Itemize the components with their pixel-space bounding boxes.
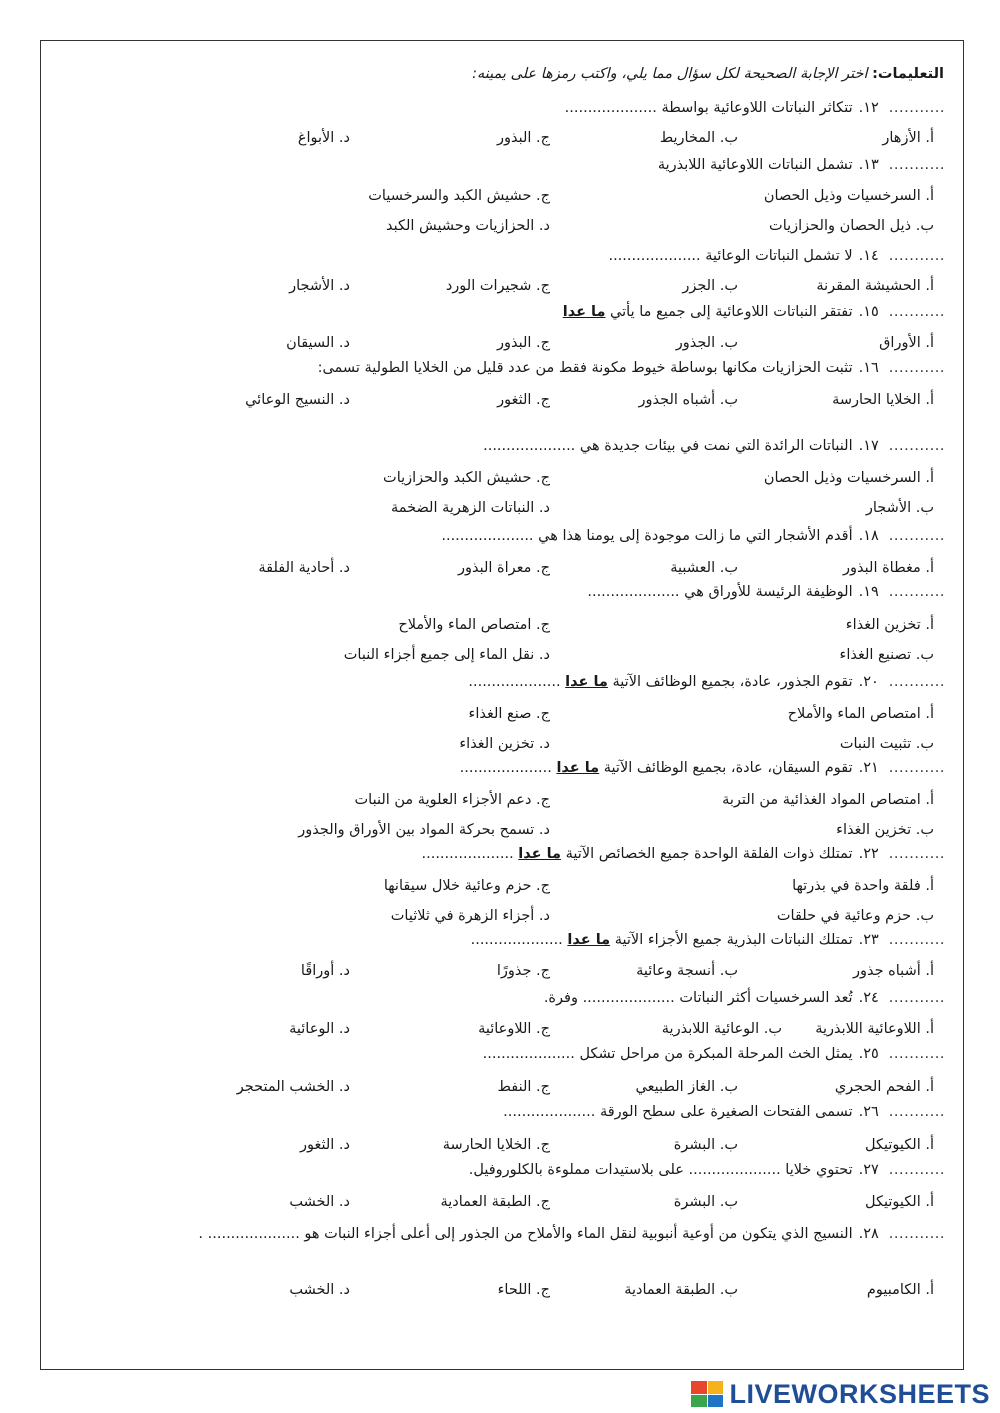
option-23-a[interactable]: أ. أشباه جذور <box>852 963 934 979</box>
option-28-b[interactable]: ب. الطبقة العمادية <box>624 1282 738 1298</box>
question-16 <box>65 360 945 376</box>
question-number: ١٩. <box>858 584 879 600</box>
question-text: أقدم الأشجار التي ما زالت موجودة إلى يومنا هذا هي <box>533 528 853 544</box>
question-26 <box>65 1104 945 1120</box>
instructions-text: اختر الإجابة الصحيحة لكل سؤال مما يلي، واكتب رمزها على يمينه: <box>472 66 868 82</box>
question-number: ١٤. <box>858 248 879 264</box>
option-12-d[interactable]: د. الأبواغ <box>297 130 350 146</box>
brand-name: LIVEWORKSHEETS <box>729 1378 990 1409</box>
answer-blank[interactable]: ........... <box>888 760 945 776</box>
option-15-c[interactable]: ج. البذور <box>496 335 550 351</box>
option-22-c[interactable]: ج. حزم وعائية خلال سيقانها <box>383 878 550 894</box>
option-27-b[interactable]: ب. البشرة <box>673 1194 738 1210</box>
question-text: تمتلك ذوات الفلقة الواحدة جميع الخصائص الآتية <box>561 846 853 862</box>
option-23-d[interactable]: د. أوراقًا <box>300 963 350 979</box>
answer-blank[interactable]: ........... <box>888 1162 945 1178</box>
question-text: الوظيفة الرئيسة للأوراق هي <box>679 584 853 600</box>
question-15 <box>65 304 945 320</box>
question-13 <box>65 157 945 173</box>
answer-blank[interactable]: ........... <box>888 438 945 454</box>
option-16-c[interactable]: ج. الثغور <box>497 392 550 408</box>
footer-brand <box>691 1375 990 1413</box>
option-19-b[interactable]: ب. تصنيع الغذاء <box>839 647 934 663</box>
option-13-a[interactable]: أ. السرخسيات وذيل الحصان <box>763 188 934 204</box>
option-22-d[interactable]: د. أجزاء الزهرة في ثلاثيات <box>390 908 550 924</box>
fill-blank[interactable]: .................... <box>207 1226 300 1242</box>
option-16-a[interactable]: أ. الخلايا الحارسة <box>832 392 934 408</box>
option-28-c[interactable]: ج. اللحاء <box>497 1282 550 1298</box>
option-12-a[interactable]: أ. الأزهار <box>882 130 934 146</box>
option-27-c[interactable]: ج. الطبقة العمادية <box>440 1194 550 1210</box>
question-text: تثبت الحزازيات مكانها بوساطة خيوط مكونة فقط من عدد قليل من الخلايا الطولية تسمى: <box>317 360 853 376</box>
option-15-a[interactable]: أ. الأوراق <box>879 335 934 351</box>
option-25-b[interactable]: ب. الغاز الطبيعي <box>635 1079 738 1095</box>
option-27-a[interactable]: أ. الكيوتيكل <box>865 1194 934 1210</box>
option-20-a[interactable]: أ. امتصاص الماء والأملاح <box>787 706 934 722</box>
question-12 <box>65 100 945 116</box>
option-28-a[interactable]: أ. الكامبيوم <box>866 1282 934 1298</box>
option-23-b[interactable]: ب. أنسجة وعائية <box>636 963 738 979</box>
option-24-b[interactable]: ب. الوعائية اللابذرية <box>661 1021 782 1037</box>
question-number: ٢١. <box>858 760 879 776</box>
liveworksheets-logo-icon <box>691 1381 723 1407</box>
answer-blank[interactable]: ........... <box>888 528 945 544</box>
question-text: النسيج الذي يتكون من أوعية أنبوبية لنقل الماء والأملاح من الجذور إلى أعلى أجزاء النبات هو <box>299 1226 853 1242</box>
option-24-c[interactable]: ج. اللاوعائية <box>478 1021 550 1037</box>
answer-blank[interactable]: ........... <box>888 674 945 690</box>
option-20-b[interactable]: ب. تثبيت النبات <box>839 736 934 752</box>
emphasis-except: ما عدا <box>562 304 606 320</box>
option-18-b[interactable]: ب. العشبية <box>670 560 738 576</box>
fill-blank[interactable]: .................... <box>483 438 576 454</box>
fill-blank[interactable]: .................... <box>582 990 675 1006</box>
emphasis-except: ما عدا <box>565 674 608 690</box>
option-14-c[interactable]: ج. شجيرات الورد <box>445 278 550 294</box>
option-20-d[interactable]: د. تخزين الغذاء <box>459 736 550 752</box>
option-21-b[interactable]: ب. تخزين الغذاء <box>836 822 934 838</box>
question-27 <box>65 1162 945 1178</box>
question-number: ١٢. <box>858 100 879 116</box>
question-number: ٢٧. <box>858 1162 879 1178</box>
question-22 <box>65 846 945 862</box>
option-18-c[interactable]: ج. معراة البذور <box>457 560 550 576</box>
option-21-d[interactable]: د. تسمح بحركة المواد بين الأوراق والجذور <box>298 822 550 838</box>
option-18-a[interactable]: أ. مغطاة البذور <box>843 560 934 576</box>
question-18 <box>65 528 945 544</box>
fill-blank[interactable]: .................... <box>482 1046 575 1062</box>
option-14-b[interactable]: ب. الجزر <box>682 278 738 294</box>
question-19 <box>65 584 945 600</box>
fill-blank[interactable]: .................... <box>470 932 563 948</box>
option-19-a[interactable]: أ. تخزين الغذاء <box>845 617 934 633</box>
answer-blank[interactable]: ........... <box>888 846 945 862</box>
emphasis-except: ما عدا <box>556 760 600 776</box>
answer-blank[interactable]: ........... <box>888 1046 945 1062</box>
option-12-b[interactable]: ب. المخاريط <box>659 130 738 146</box>
question-text: يمثل الخث المرحلة المبكرة من مراحل تشكل <box>574 1046 853 1062</box>
option-13-c[interactable]: ج. حشيش الكبد والسرخسيات <box>368 188 550 204</box>
question-text: تُعد السرخسيات أكثر النباتات <box>674 990 853 1006</box>
question-text: تحتوي خلايا <box>780 1162 853 1178</box>
option-15-d[interactable]: د. السيقان <box>286 335 350 351</box>
option-26-d[interactable]: د. الثغور <box>300 1137 350 1153</box>
option-15-b[interactable]: ب. الجذور <box>675 335 738 351</box>
question-text-end: على بلاستيدات مملوءة بالكلوروفيل. <box>468 1162 684 1178</box>
question-text: تفتقر النباتات اللاوعائية إلى جميع ما يأتي <box>605 304 853 320</box>
option-24-d[interactable]: د. الوعائية <box>289 1021 350 1037</box>
answer-blank[interactable]: ........... <box>888 304 945 320</box>
option-21-a[interactable]: أ. امتصاص المواد الغذائية من التربة <box>722 792 934 808</box>
answer-blank[interactable]: ........... <box>888 1226 945 1242</box>
option-26-a[interactable]: أ. الكيوتيكل <box>865 1137 934 1153</box>
option-17-d[interactable]: د. النباتات الزهرية الضخمة <box>390 500 550 516</box>
question-number: ٢٤. <box>858 990 879 1006</box>
question-number: ١٧. <box>858 438 879 454</box>
option-18-d[interactable]: د. أحادية الفلقة <box>258 560 350 576</box>
question-number: ١٣. <box>858 157 879 173</box>
question-text-end: وفرة. <box>543 990 578 1006</box>
answer-blank[interactable]: ........... <box>888 248 945 264</box>
question-number: ١٦. <box>858 360 879 376</box>
option-25-a[interactable]: أ. الفحم الحجري <box>834 1079 934 1095</box>
question-28 <box>65 1222 945 1246</box>
question-23 <box>65 932 945 948</box>
emphasis-except: ما عدا <box>518 846 562 862</box>
fill-blank[interactable]: .................... <box>503 1104 596 1120</box>
option-14-a[interactable]: أ. الحشيشة المقرنة <box>816 278 934 294</box>
option-25-d[interactable]: د. الخشب المتحجر <box>236 1079 350 1095</box>
fill-blank[interactable]: .................... <box>421 846 514 862</box>
question-25 <box>65 1046 945 1062</box>
question-text: تسمى الفتحات الصغيرة على سطح الورقة <box>595 1104 853 1120</box>
option-26-b[interactable]: ب. البشرة <box>673 1137 738 1153</box>
option-17-c[interactable]: ج. حشيش الكبد والحزازيات <box>383 470 550 486</box>
question-14 <box>65 248 945 264</box>
answer-blank[interactable]: ........... <box>888 360 945 376</box>
option-19-c[interactable]: ج. امتصاص الماء والأملاح <box>398 617 550 633</box>
fill-blank[interactable]: .................... <box>688 1162 781 1178</box>
question-number: ٢٣. <box>858 932 879 948</box>
fill-blank[interactable]: .................... <box>468 674 561 690</box>
question-number: ٢٠. <box>858 674 879 690</box>
option-27-d[interactable]: د. الخشب <box>289 1194 350 1210</box>
question-number: ٢٨. <box>858 1226 879 1242</box>
answer-blank[interactable]: ........... <box>888 157 945 173</box>
option-17-a[interactable]: أ. السرخسيات وذيل الحصان <box>763 470 934 486</box>
question-text: تقوم السيقان، عادة، بجميع الوظائف الآتية <box>599 760 853 776</box>
option-13-d[interactable]: د. الحزازيات وحشيش الكبد <box>385 218 550 234</box>
fill-blank[interactable]: .................... <box>459 760 552 776</box>
option-13-b[interactable]: ب. ذيل الحصان والحزازيات <box>769 218 934 234</box>
option-14-d[interactable]: د. الأشجار <box>289 278 350 294</box>
answer-blank[interactable]: ........... <box>888 1104 945 1120</box>
question-text: تمتلك النباتات البذرية جميع الأجزاء الآتية <box>610 932 853 948</box>
option-24-a[interactable]: أ. اللاوعائية اللابذرية <box>815 1021 934 1037</box>
question-number: ١٥. <box>858 304 879 320</box>
option-25-c[interactable]: ج. النفط <box>497 1079 550 1095</box>
question-text: تقوم الجذور، عادة، بجميع الوظائف الآتية <box>607 674 853 690</box>
question-20 <box>65 674 945 690</box>
question-text-end: . <box>198 1226 204 1242</box>
fill-blank[interactable]: .................... <box>608 248 701 264</box>
question-number: ١٨. <box>858 528 879 544</box>
option-16-d[interactable]: د. النسيج الوعائي <box>245 392 350 408</box>
option-22-b[interactable]: ب. حزم وعائية في حلقات <box>776 908 934 924</box>
option-19-d[interactable]: د. نقل الماء إلى جميع أجزاء النبات <box>343 647 550 663</box>
option-20-c[interactable]: ج. صنع الغذاء <box>468 706 550 722</box>
question-text: لا تشمل النباتات الوعائية <box>700 248 853 264</box>
option-28-d[interactable]: د. الخشب <box>289 1282 350 1298</box>
option-26-c[interactable]: ج. الخلايا الحارسة <box>442 1137 550 1153</box>
fill-blank[interactable]: .................... <box>441 528 534 544</box>
option-22-a[interactable]: أ. فلقة واحدة في بذرتها <box>792 878 934 894</box>
option-12-c[interactable]: ج. البذور <box>496 130 550 146</box>
option-16-b[interactable]: ب. أشباه الجذور <box>638 392 738 408</box>
question-number: ٢٢. <box>858 846 879 862</box>
answer-blank[interactable]: ........... <box>888 990 945 1006</box>
emphasis-except: ما عدا <box>567 932 611 948</box>
instructions <box>472 66 944 82</box>
option-17-b[interactable]: ب. الأشجار <box>865 500 934 516</box>
question-17 <box>65 438 945 454</box>
question-text: تشمل النباتات اللاوعائية اللابذرية <box>657 157 853 173</box>
option-23-c[interactable]: ج. جذورًا <box>496 963 550 979</box>
question-21 <box>65 760 945 776</box>
answer-blank[interactable]: ........... <box>888 584 945 600</box>
option-21-c[interactable]: ج. دعم الأجزاء العلوية من النبات <box>354 792 550 808</box>
question-number: ٢٥. <box>858 1046 879 1062</box>
question-text: تتكاثر النباتات اللاوعائية بواسطة <box>656 100 853 116</box>
fill-blank[interactable]: .................... <box>564 100 657 116</box>
question-text: النباتات الرائدة التي نمت في بيئات جديدة هي <box>575 438 853 454</box>
question-24 <box>65 990 945 1006</box>
fill-blank[interactable]: .................... <box>587 584 680 600</box>
answer-blank[interactable]: ........... <box>888 100 945 116</box>
instructions-label: التعليمات: <box>872 66 944 82</box>
answer-blank[interactable]: ........... <box>888 932 945 948</box>
question-number: ٢٦. <box>858 1104 879 1120</box>
